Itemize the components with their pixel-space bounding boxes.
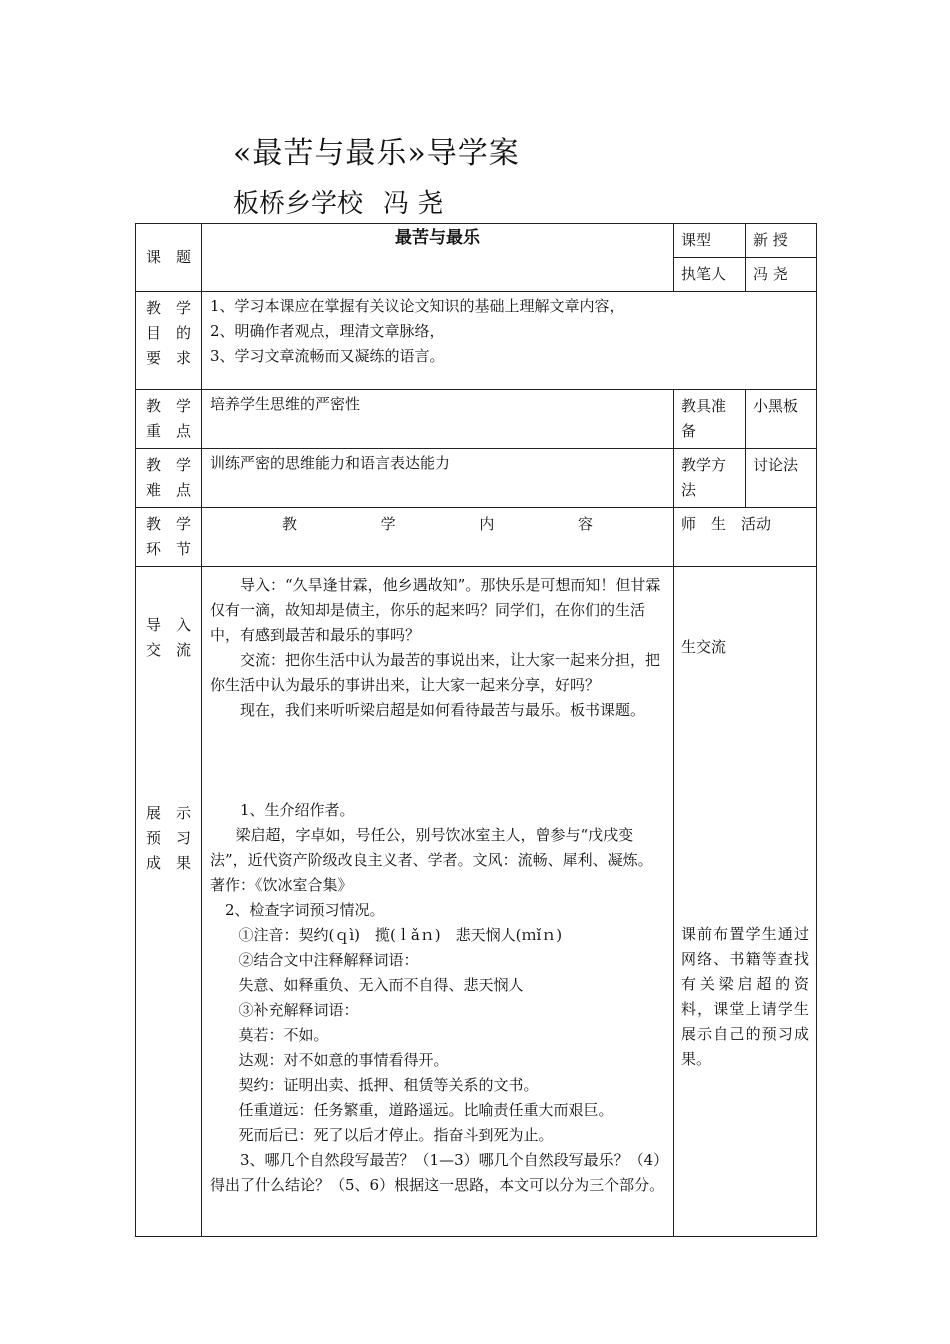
show-stage-label: 展 示: [146, 804, 192, 822]
activity-column: [674, 567, 817, 1237]
document-title: «最苦与最乐»导学案: [233, 136, 520, 171]
writer-label: 执笔人: [674, 258, 746, 292]
exchange-paragraph: 交流：把你生活中认为最苦的事说出来，让大家一起来分担，把你生活中认为最乐的事讲出来，让大家一起来分享，好吗？: [210, 651, 661, 694]
show-item: 梁启超，字卓如，号任公，别号饮冰室主人，曾参与“戊戌变法”，近代资产阶级改良主义者、学者。文风：流畅、犀利、凝炼。著作：《饮冰室合集》: [210, 826, 653, 894]
difficulty-row: [136, 449, 817, 508]
main-content-row: [136, 567, 817, 1237]
goals-label: 教 学 目 的 要 求: [136, 292, 202, 390]
goal-item: 2、明确作者观点，理清文章脉络，: [210, 322, 445, 340]
show-item: 莫若：不如。: [238, 1026, 329, 1044]
show-item: ③补充解释词语：: [238, 1001, 359, 1019]
goal-item: 1、学习本课应在掌握有关议论文知识的基础上理解文章内容，: [210, 297, 625, 315]
activity-header: 师 生 活动: [674, 508, 817, 567]
transition-paragraph: 现在，我们来听听梁启超是如何看待最苦与最乐。板书课题。: [240, 701, 646, 719]
show-item: 死而后已：死了以后才停止。指奋斗到死为止。: [238, 1126, 554, 1144]
key-row: [136, 390, 817, 449]
content-header: 教学内容: [202, 508, 674, 567]
topic-label: 课 题: [136, 224, 202, 292]
show-item: 失意、如释重负、无入而不自得、悲天悯人: [238, 976, 524, 994]
show-item: 任重道远：任务繁重，道路遥远。比喻责任重大而艰巨。: [238, 1101, 614, 1119]
key-label: 教 学 重 点: [136, 390, 202, 449]
show-item: 契约：证明出卖、抵押、租赁等关系的文书。: [238, 1076, 539, 1094]
show-item: 3、哪几个自然段写最苦？（1—3）哪几个自然段写最乐？（4）得出了什么结论？（5、6）根据这一思路，本文可以分为三个部分。: [210, 1151, 665, 1194]
key-content: 培养学生思维的严密性: [202, 390, 674, 449]
type-label: 课型: [674, 224, 746, 258]
stage-header-row: [136, 508, 817, 567]
writer-value: 冯 尧: [746, 258, 817, 292]
stage-labels: 导 入 交 流 展 示 预 习 成 果: [136, 567, 202, 1237]
show-item: 达观：对不如意的事情看得开。: [238, 1051, 449, 1069]
difficulty-content: 训练严密的思维能力和语言表达能力: [202, 449, 674, 508]
intro-stage-label: 导 入: [146, 616, 192, 634]
show-item: ②结合文中注释解释词语：: [238, 951, 419, 969]
byline: [233, 183, 443, 220]
goals-content: [202, 292, 817, 390]
topic-title: 最苦与最乐: [202, 224, 674, 292]
goal-item: 3、学习文章流畅而又凝练的语言。: [210, 347, 445, 365]
difficulty-label: 教 学 难 点: [136, 449, 202, 508]
school-name: 板桥乡学校: [233, 189, 364, 219]
show-item: ①注音：契约(ｑì) 揽(ｌǎｎ) 悲天悯人(ｍǐｎ): [238, 926, 563, 944]
intro-activity: 生交流: [681, 638, 727, 656]
goals-row: [136, 292, 817, 390]
method-label: 教学方法: [674, 449, 746, 508]
show-item: 2、检查字词预习情况。: [225, 901, 385, 919]
aids-value: 小黑板: [746, 390, 817, 449]
lesson-plan-table: [135, 223, 817, 1237]
topic-row: [136, 224, 817, 258]
show-activity: 课前布置学生通过网络、书籍等查找有关梁启超的资料，课堂上请学生展示自己的预习成果。: [681, 925, 809, 1068]
intro-paragraph: 导入：“久旱逢甘霖，他乡遇故知”。那快乐是可想而知！但甘霖仅有一滴，故知却是债主，你乐的起来吗？同学们，在你们的生活中，有感到最苦和最乐的事吗？: [210, 576, 661, 644]
author-name: 冯 尧: [383, 189, 444, 219]
show-item: 1、生介绍作者。: [240, 801, 355, 819]
stage-label: 教 学 环 节: [136, 508, 202, 567]
aids-label: 教具准备: [674, 390, 746, 449]
lesson-content: [202, 567, 674, 1237]
type-value: 新 授: [746, 224, 817, 258]
method-value: 讨论法: [746, 449, 817, 508]
